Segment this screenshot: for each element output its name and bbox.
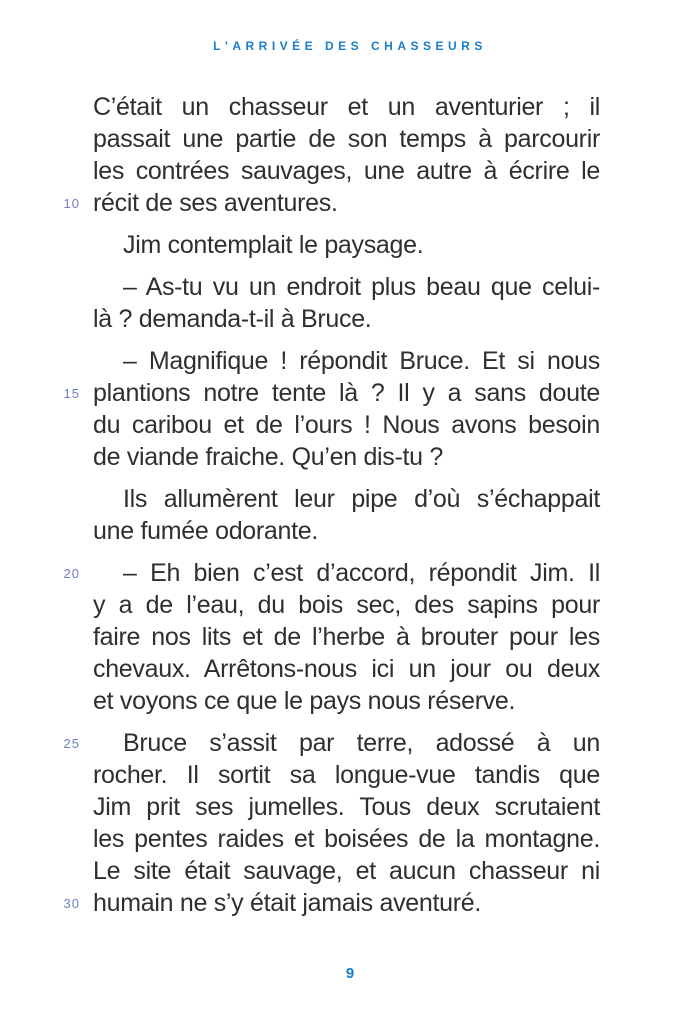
text-line-row bbox=[93, 589, 600, 621]
line-text: plantions notre tente là ? Il y a sans doute bbox=[93, 379, 600, 407]
text-content bbox=[63, 91, 600, 919]
text-line-row bbox=[63, 887, 600, 919]
text-line-row bbox=[63, 377, 600, 409]
text-line-row bbox=[93, 155, 600, 187]
text-line-row bbox=[93, 515, 600, 547]
line-text: de viande fraiche. Qu’en dis-tu ? bbox=[93, 443, 444, 471]
line-text: Jim contemplait le paysage. bbox=[123, 231, 424, 259]
line-text: rocher. Il sortit sa longue-vue tandis que bbox=[93, 761, 600, 789]
text-line-row bbox=[93, 685, 600, 717]
line-text: là ? demanda-t-il à Bruce. bbox=[93, 305, 372, 333]
text-line-row bbox=[93, 409, 600, 441]
text-line-row bbox=[93, 441, 600, 473]
text-line-row bbox=[93, 345, 600, 377]
line-text: humain ne s’y était jamais aventuré. bbox=[93, 889, 482, 917]
line-text: y a de l’eau, du bois sec, des sapins pour bbox=[93, 591, 600, 619]
text-line-row bbox=[63, 557, 600, 589]
text-line-row bbox=[93, 621, 600, 653]
line-text: et voyons ce que le pays nous réserve. bbox=[93, 687, 516, 715]
text-line-row bbox=[93, 303, 600, 335]
line-text: C’était un chasseur et un aventurier ; il bbox=[93, 93, 600, 121]
line-number: 30 bbox=[63, 896, 80, 911]
line-text: Ils allumèrent leur pipe d’où s’échappait bbox=[123, 485, 600, 513]
line-text: récit de ses aventures. bbox=[93, 189, 338, 217]
line-text: passait une partie de son temps à parcourir bbox=[93, 125, 600, 153]
text-line-row bbox=[93, 759, 600, 791]
text-line-row bbox=[63, 727, 600, 759]
line-text: les contrées sauvages, une autre à écrire le bbox=[93, 157, 600, 185]
text-line-row bbox=[63, 187, 600, 219]
text-line-row bbox=[93, 91, 600, 123]
page-number: 9 bbox=[345, 965, 355, 982]
line-text: – Magnifique ! répondit Bruce. Et si nous bbox=[123, 347, 600, 375]
line-text: du caribou et de l’ours ! Nous avons besoin bbox=[93, 411, 600, 439]
chapter-header: L'ARRIVÉE DES CHASSEURS bbox=[213, 39, 487, 53]
text-line-row bbox=[93, 483, 600, 515]
text-line-row bbox=[93, 855, 600, 887]
text-line-row bbox=[93, 823, 600, 855]
text-line-row bbox=[93, 229, 600, 261]
line-text: Jim prit ses jumelles. Tous deux scrutaient bbox=[93, 793, 600, 821]
text-line-row bbox=[93, 791, 600, 823]
line-text: faire nos lits et de l’herbe à brouter pour les bbox=[93, 623, 600, 651]
line-number: 15 bbox=[63, 386, 80, 401]
line-text: une fumée odorante. bbox=[93, 517, 319, 545]
line-text: les pentes raides et boisées de la montagne. bbox=[93, 825, 600, 853]
text-line-row bbox=[93, 123, 600, 155]
line-text: chevaux. Arrêtons-nous ici un jour ou deux bbox=[93, 655, 600, 683]
line-text: – Eh bien c’est d’accord, répondit Jim. Il bbox=[123, 559, 600, 587]
line-number: 25 bbox=[63, 736, 80, 751]
line-number: 10 bbox=[63, 196, 80, 211]
text-line-row bbox=[93, 271, 600, 303]
text-line-row bbox=[93, 653, 600, 685]
line-text: Bruce s’assit par terre, adossé à un bbox=[123, 729, 600, 757]
line-text: – As-tu vu un endroit plus beau que celui- bbox=[123, 273, 600, 301]
line-text: Le site était sauvage, et aucun chasseur ni bbox=[93, 857, 600, 885]
line-number: 20 bbox=[63, 566, 80, 581]
